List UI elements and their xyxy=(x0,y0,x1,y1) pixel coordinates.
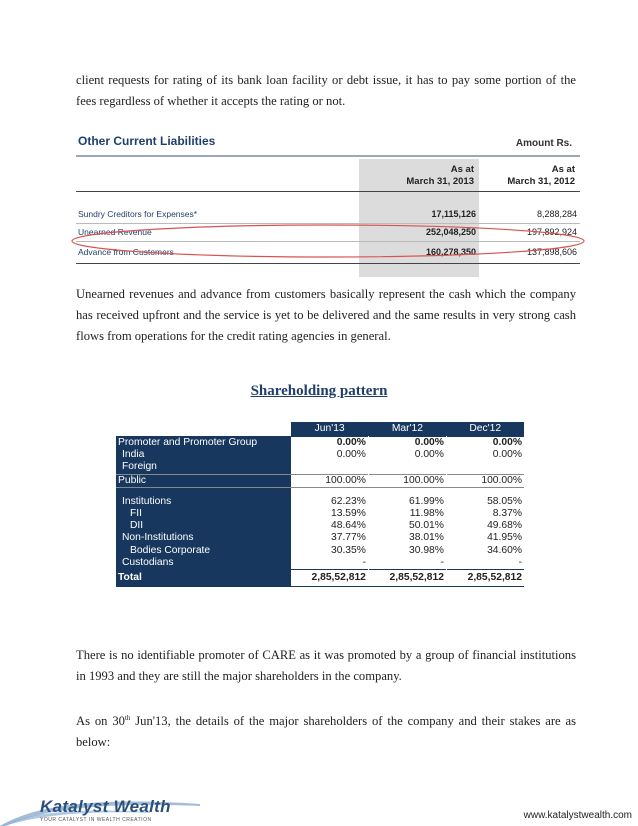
col-header: Dec'12 xyxy=(446,422,524,437)
col-2012-header: As at March 31, 2012 xyxy=(507,164,575,187)
major-shareholders-paragraph: As on 30th Jun'13, the details of the major shareholders of the company and their stakes are as below: xyxy=(76,714,576,750)
table-row: Public 100.00% 100.00% 100.00% xyxy=(118,474,522,486)
table-row: India 0.00% 0.00% 0.00% xyxy=(116,449,524,461)
intro-paragraph: client requests for rating of its bank loan facility or debt issue, it has to pay some portion of the fees regardless of whether it accepts the rating or not. xyxy=(76,73,576,108)
highlight-ellipse xyxy=(66,219,590,267)
table-row: Bodies Corporate 30.35% 30.98% 34.60% xyxy=(116,545,524,557)
table-row-total: Total 2,85,52,812 2,85,52,812 2,85,52,812 xyxy=(116,570,524,587)
col-header: Mar'12 xyxy=(368,422,446,437)
table-row: DII 48.64% 50.01% 49.68% xyxy=(116,520,524,532)
logo-tagline: YOUR CATALYST IN WEALTH CREATION xyxy=(40,817,152,823)
shareholding-table xyxy=(116,422,524,587)
table-row: Custodians - - - xyxy=(116,557,524,570)
liabilities-title: Other Current Liabilities xyxy=(78,134,216,148)
liab-row: Sundry Creditors for Expenses* 17,115,126 8,288,284 xyxy=(78,209,577,219)
table-row: Institutions 62.23% 61.99% 58.05% xyxy=(116,496,524,508)
table-row: Foreign xyxy=(116,461,524,474)
table-row: Non-Institutions 37.77% 38.01% 41.95% xyxy=(116,532,524,544)
promoter-paragraph: There is no identifiable promoter of CARE as it was promoted by a group of financial institutions in 1993 and they are still the major shareholders in the company. xyxy=(76,648,576,683)
logo-name: Katalyst Wealth xyxy=(40,797,171,816)
unearned-revenue-paragraph: Unearned revenues and advance from customers basically represent the cash which the company has received upfront and the service is yet to be delivered and the same results in very strong cash flows from operations for the credit rating agencies in general. xyxy=(76,287,576,343)
website-url: www.katalystwealth.com xyxy=(523,810,632,821)
table-row: Promoter and Promoter Group 0.00% 0.00% 0.00% xyxy=(118,437,522,448)
amount-label: Amount Rs. xyxy=(515,138,572,149)
katalyst-wealth-logo xyxy=(0,796,200,826)
col-header: Jun'13 xyxy=(291,422,369,437)
col-2013-header: As at March 31, 2013 xyxy=(406,164,474,187)
other-current-liabilities-table xyxy=(76,128,580,278)
shareholding-title: Shareholding pattern xyxy=(250,383,388,399)
liab-row: Advance from Customers 160,278,350 137,898,606 xyxy=(78,247,577,257)
table-row: FII 13.59% 11.98% 8.37% xyxy=(116,508,524,520)
liab-row: Unearned Revenue 252,048,250 197,892,924 xyxy=(78,227,577,237)
